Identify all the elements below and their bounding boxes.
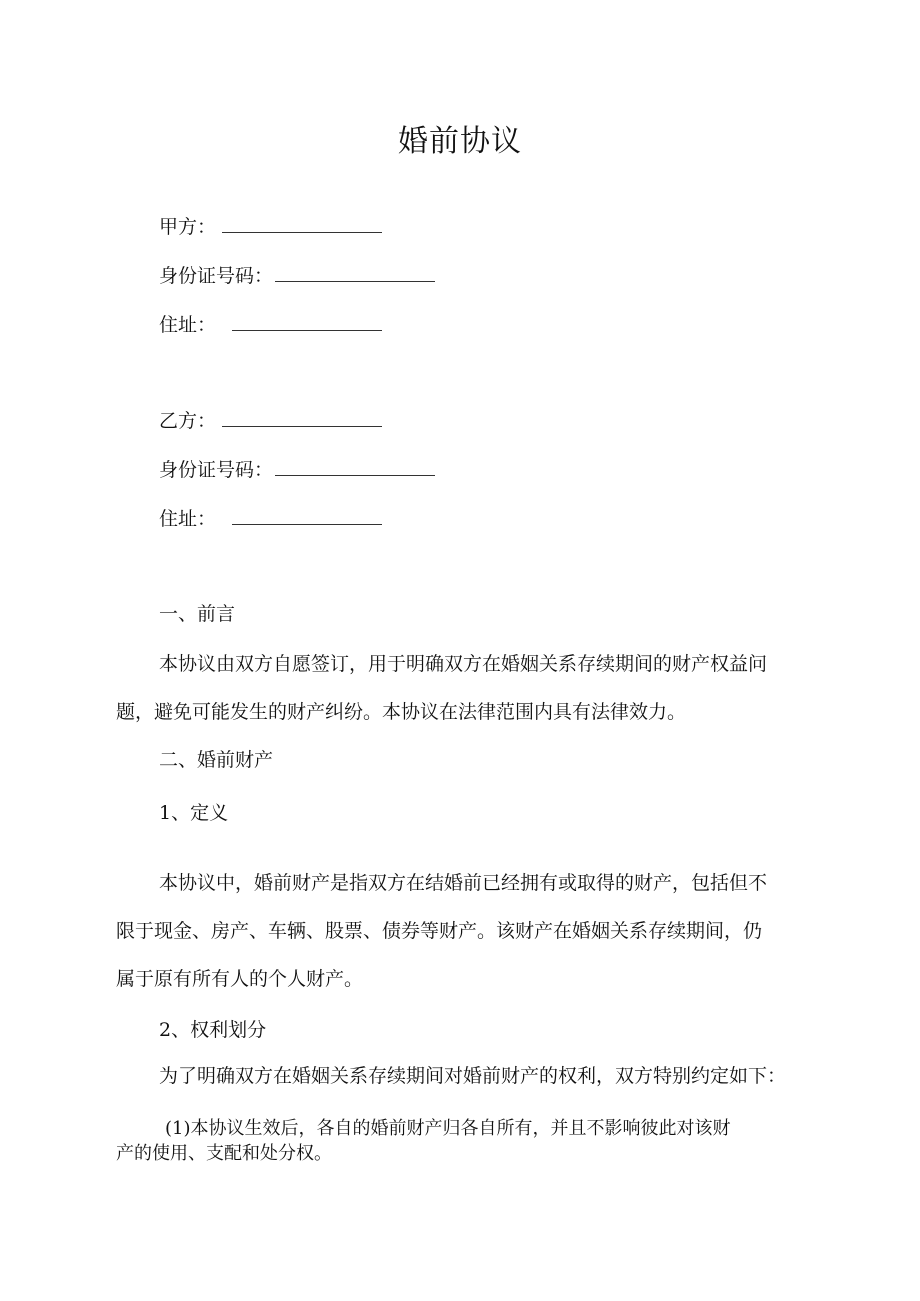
party-b-id-field (159, 455, 435, 482)
party-a-id-label: 身份证号码： (159, 265, 274, 287)
section-2-2-item-1-line-1: (1)本协议生效后，各自的婚前财产归各自所有，并且不影响彼此对该财 (165, 1118, 731, 1139)
party-b-name-label: 乙方： (159, 410, 217, 432)
section-1-heading: 一、前言 (159, 603, 236, 625)
section-2-2-heading: 2、权利划分 (159, 1019, 267, 1041)
party-a-id-blank[interactable] (275, 265, 435, 282)
section-2-heading: 二、婚前财产 (159, 749, 274, 771)
party-a-name-blank[interactable] (222, 216, 382, 233)
party-a-address-blank[interactable] (232, 314, 382, 331)
document-title: 婚前协议 (398, 124, 522, 159)
party-b-name-field (159, 406, 382, 433)
section-1-line-1: 本协议由双方自愿签订，用于明确双方在婚姻关系存续期间的财产权益问 (159, 653, 768, 675)
party-a-address-label: 住址： (159, 314, 217, 336)
section-2-1-line-2: 限于现金、房产、车辆、股票、债券等财产。该财产在婚姻关系存续期间，仍 (116, 920, 763, 942)
party-a-address-field (159, 310, 382, 337)
party-b-address-blank[interactable] (232, 508, 382, 525)
section-2-2-intro: 为了明确双方在婚姻关系存续期间对婚前财产的权利，双方特别约定如下： (159, 1065, 787, 1087)
section-2-1-heading: 1、定义 (159, 802, 229, 824)
section-2-1-line-3: 属于原有所有人的个人财产。 (116, 968, 364, 990)
party-b-name-blank[interactable] (222, 410, 382, 427)
party-b-address-field (159, 504, 382, 531)
party-a-name-label: 甲方： (159, 216, 217, 238)
section-2-1-line-1: 本协议中，婚前财产是指双方在结婚前已经拥有或取得的财产，包括但不 (159, 872, 768, 894)
party-b-id-blank[interactable] (275, 459, 435, 476)
section-2-2-item-1-line-2: 产的使用、支配和处分权。 (116, 1143, 332, 1164)
party-b-id-label: 身份证号码： (159, 459, 274, 481)
party-a-id-field (159, 261, 435, 288)
party-b-address-label: 住址： (159, 508, 217, 530)
section-1-line-2: 题，避免可能发生的财产纠纷。本协议在法律范围内具有法律效力。 (116, 701, 687, 723)
party-a-name-field (159, 212, 382, 239)
